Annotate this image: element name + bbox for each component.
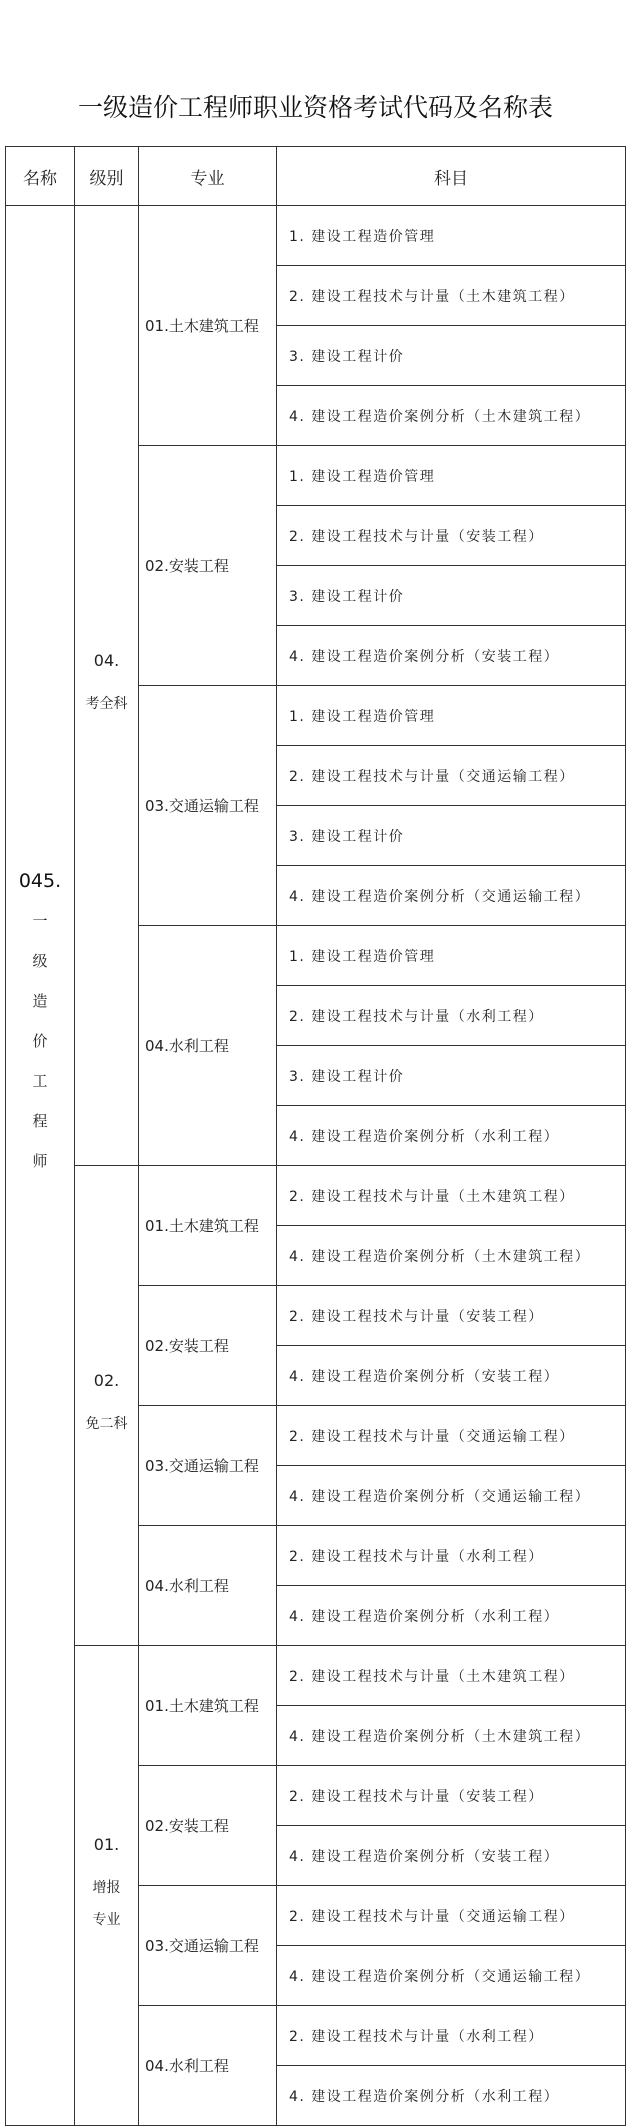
level-cell bbox=[75, 1646, 139, 2126]
subject-cell: 4. 建设工程造价案例分析（水利工程） bbox=[277, 1586, 626, 1646]
subject-cell: 1. 建设工程造价管理 bbox=[277, 206, 626, 266]
subject-cell: 1. 建设工程造价管理 bbox=[277, 926, 626, 986]
subject-cell: 2. 建设工程技术与计量（交通运输工程） bbox=[277, 1886, 626, 1946]
subject-cell: 4. 建设工程造价案例分析（安装工程） bbox=[277, 626, 626, 686]
specialty-cell: 02.安装工程 bbox=[139, 1766, 277, 1886]
subject-cell: 2. 建设工程技术与计量（土木建筑工程） bbox=[277, 1166, 626, 1226]
table-row bbox=[6, 206, 626, 266]
subject-cell: 2. 建设工程技术与计量（交通运输工程） bbox=[277, 746, 626, 806]
exam-name-char: 级 bbox=[32, 951, 48, 970]
exam-name-char: 程 bbox=[32, 1111, 48, 1130]
page-title: 一级造价工程师职业资格考试代码及名称表 bbox=[77, 93, 553, 122]
exam-name-char: 师 bbox=[32, 1151, 48, 1170]
header-level: 级别 bbox=[75, 147, 139, 206]
subject-cell: 1. 建设工程造价管理 bbox=[277, 446, 626, 506]
subject-cell: 2. 建设工程技术与计量（安装工程） bbox=[277, 1766, 626, 1826]
specialty-cell: 01.土木建筑工程 bbox=[139, 206, 277, 446]
subject-cell: 4. 建设工程造价案例分析（交通运输工程） bbox=[277, 1946, 626, 2006]
subject-cell: 2. 建设工程技术与计量（安装工程） bbox=[277, 506, 626, 566]
subject-cell: 2. 建设工程技术与计量（安装工程） bbox=[277, 1286, 626, 1346]
subject-cell: 4. 建设工程造价案例分析（水利工程） bbox=[277, 2066, 626, 2126]
table-row bbox=[6, 1166, 626, 1226]
subject-cell: 4. 建设工程造价案例分析（水利工程） bbox=[277, 1106, 626, 1166]
subject-cell: 4. 建设工程造价案例分析（交通运输工程） bbox=[277, 1466, 626, 1526]
subject-cell: 4. 建设工程造价案例分析（交通运输工程） bbox=[277, 866, 626, 926]
specialty-cell: 03.交通运输工程 bbox=[139, 686, 277, 926]
subject-cell: 3. 建设工程计价 bbox=[277, 326, 626, 386]
level-cell bbox=[75, 206, 139, 1166]
subject-cell: 2. 建设工程技术与计量（水利工程） bbox=[277, 2006, 626, 2066]
subject-cell: 4. 建设工程造价案例分析（土木建筑工程） bbox=[277, 1706, 626, 1766]
subject-cell: 4. 建设工程造价案例分析（土木建筑工程） bbox=[277, 1226, 626, 1286]
subject-cell: 4. 建设工程造价案例分析（安装工程） bbox=[277, 1346, 626, 1406]
level-code: 04. bbox=[93, 651, 120, 670]
subject-cell: 4. 建设工程造价案例分析（安装工程） bbox=[277, 1826, 626, 1886]
subject-cell: 2. 建设工程技术与计量（土木建筑工程） bbox=[277, 266, 626, 326]
table-body bbox=[6, 206, 626, 2126]
subject-cell: 3. 建设工程计价 bbox=[277, 806, 626, 866]
exam-name-char: 造 bbox=[32, 991, 48, 1010]
exam-name-char: 一 bbox=[32, 911, 48, 930]
subject-cell: 2. 建设工程技术与计量（土木建筑工程） bbox=[277, 1646, 626, 1706]
specialty-cell: 03.交通运输工程 bbox=[139, 1886, 277, 2006]
header-name: 名称 bbox=[6, 147, 75, 206]
header-subject: 科目 bbox=[277, 147, 626, 206]
subject-cell: 3. 建设工程计价 bbox=[277, 566, 626, 626]
specialty-cell: 02.安装工程 bbox=[139, 446, 277, 686]
specialty-cell: 03.交通运输工程 bbox=[139, 1406, 277, 1526]
header-specialty: 专业 bbox=[139, 147, 277, 206]
exam-name-char: 工 bbox=[32, 1071, 48, 1090]
specialty-cell: 04.水利工程 bbox=[139, 1526, 277, 1646]
subject-cell: 1. 建设工程造价管理 bbox=[277, 686, 626, 746]
level-code: 01. bbox=[93, 1835, 120, 1854]
level-code: 02. bbox=[93, 1371, 120, 1390]
subject-cell: 4. 建设工程造价案例分析（土木建筑工程） bbox=[277, 386, 626, 446]
specialty-cell: 01.土木建筑工程 bbox=[139, 1166, 277, 1286]
subject-cell: 2. 建设工程技术与计量（水利工程） bbox=[277, 986, 626, 1046]
specialty-cell: 01.土木建筑工程 bbox=[139, 1646, 277, 1766]
level-label: 专业 bbox=[92, 1912, 121, 1928]
subject-cell: 2. 建设工程技术与计量（水利工程） bbox=[277, 1526, 626, 1586]
subject-cell: 3. 建设工程计价 bbox=[277, 1046, 626, 1106]
exam-code-table bbox=[5, 146, 626, 2126]
exam-code: 045. bbox=[18, 869, 62, 892]
level-label: 增报 bbox=[92, 1880, 121, 1896]
level-cell bbox=[75, 1166, 139, 1646]
level-label: 免二科 bbox=[85, 1416, 128, 1432]
exam-name-cell bbox=[6, 206, 75, 2126]
specialty-cell: 04.水利工程 bbox=[139, 926, 277, 1166]
specialty-cell: 02.安装工程 bbox=[139, 1286, 277, 1406]
exam-name-char: 价 bbox=[32, 1031, 48, 1050]
level-label: 考全科 bbox=[85, 696, 128, 712]
specialty-cell: 04.水利工程 bbox=[139, 2006, 277, 2126]
subject-cell: 2. 建设工程技术与计量（交通运输工程） bbox=[277, 1406, 626, 1466]
table-row bbox=[6, 1646, 626, 1706]
